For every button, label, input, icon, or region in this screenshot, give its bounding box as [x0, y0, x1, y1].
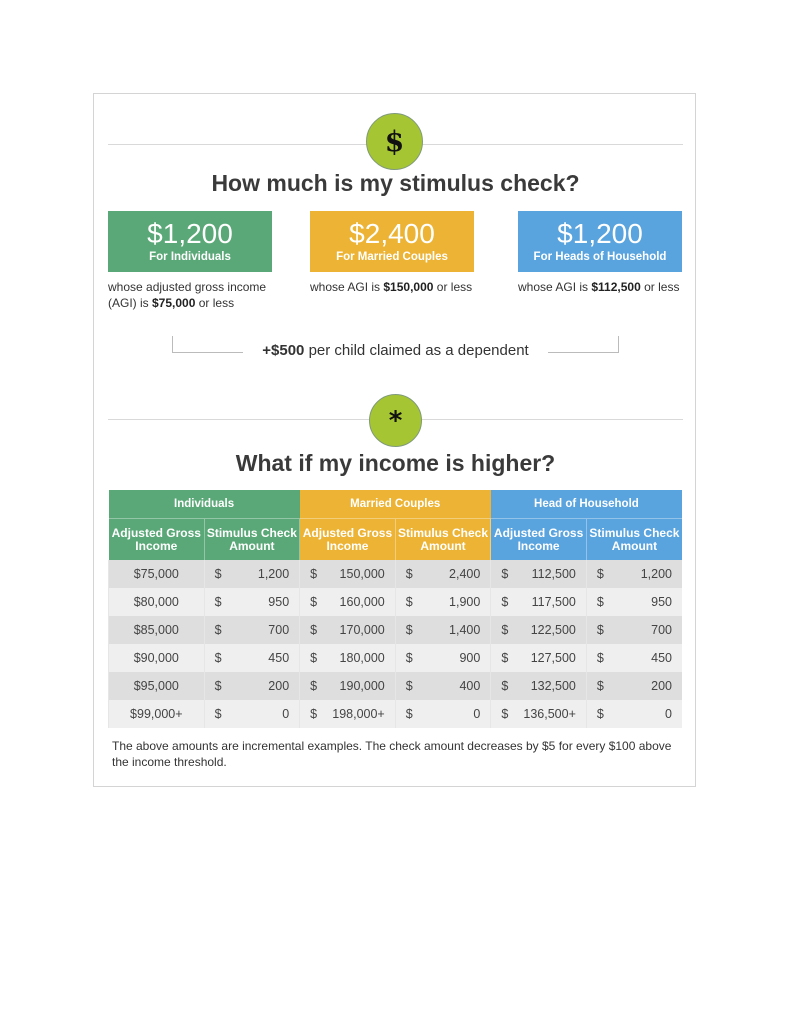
group-header-married: Married Couples	[300, 490, 491, 519]
cell-value: $99,000+	[130, 707, 183, 721]
cell-value: $80,000	[133, 595, 179, 609]
column-header: Stimulus Check Amount	[204, 519, 300, 561]
cell-value: 200	[651, 679, 672, 693]
cell-value: 160,000	[339, 595, 385, 609]
currency-symbol: $	[596, 679, 604, 693]
table-row	[109, 700, 683, 728]
table-cell	[300, 588, 396, 616]
cell-value: 450	[651, 651, 672, 665]
currency-symbol: $	[214, 595, 222, 609]
table-cell	[204, 588, 300, 616]
table-cell	[109, 560, 205, 588]
card-label: For Individuals	[149, 251, 231, 263]
table-cell	[300, 672, 396, 700]
cell-value: 200	[268, 679, 290, 693]
cell-value: 198,000+	[332, 707, 385, 721]
cell-value: 122,500	[530, 623, 576, 637]
currency-symbol: $	[501, 679, 509, 693]
currency-symbol: $	[310, 595, 318, 609]
footnote: The above amounts are incremental examples. The check amount decreases by $5 for every $100 above the income threshold.	[112, 739, 672, 769]
currency-symbol: $	[214, 679, 222, 693]
table-cell	[395, 560, 491, 588]
section-title-income: What if my income is higher?	[235, 450, 556, 476]
card-description-individuals	[108, 279, 273, 311]
currency-symbol: $	[214, 707, 222, 721]
card-amount: $1,200	[147, 218, 233, 249]
table-cell	[586, 588, 682, 616]
cell-value: 132,500	[530, 679, 576, 693]
cell-value: 0	[282, 707, 290, 721]
cell-value: $85,000	[133, 623, 179, 637]
table-cell	[491, 560, 587, 588]
table-cell	[586, 560, 682, 588]
table-cell	[395, 672, 491, 700]
desc-text: or less	[640, 280, 680, 294]
per-child-note	[0, 342, 791, 359]
table-cell	[204, 560, 300, 588]
currency-symbol: $	[596, 595, 604, 609]
table-row	[109, 616, 683, 644]
cell-value: 180,000	[339, 651, 385, 665]
table-cell	[586, 672, 682, 700]
desc-amount: $75,000	[152, 296, 196, 310]
currency-symbol: $	[310, 679, 318, 693]
cell-value: $75,000	[133, 567, 179, 581]
table-cell	[109, 644, 205, 672]
table-cell	[300, 616, 396, 644]
cell-value: 190,000	[339, 679, 385, 693]
section-title-stimulus: How much is my stimulus check?	[211, 170, 580, 196]
currency-symbol: $	[501, 595, 509, 609]
table-row	[109, 560, 683, 588]
currency-symbol: $	[501, 707, 509, 721]
card-label: For Married Couples	[336, 251, 448, 263]
table-cell	[395, 700, 491, 728]
table-cell	[586, 616, 682, 644]
table-row	[109, 644, 683, 672]
cell-value: 900	[459, 651, 481, 665]
cell-value: $95,000	[133, 679, 179, 693]
child-text: per child claimed as a dependent	[304, 342, 529, 359]
cell-value: 0	[473, 707, 481, 721]
table-cell	[204, 700, 300, 728]
currency-symbol: $	[214, 567, 222, 581]
cell-value: 400	[459, 679, 481, 693]
cell-value: 450	[268, 651, 290, 665]
currency-symbol: $	[596, 707, 604, 721]
cell-value: 0	[665, 707, 672, 721]
card-heads-of-household	[518, 211, 682, 272]
cell-value: 950	[268, 595, 290, 609]
currency-symbol: $	[310, 707, 318, 721]
dollar-sign-icon	[366, 113, 423, 170]
currency-symbol: $	[405, 679, 413, 693]
cell-value: 1,400	[449, 623, 481, 637]
currency-symbol: $	[405, 623, 413, 637]
currency-symbol: $	[310, 651, 318, 665]
income-table	[108, 490, 682, 728]
table-cell	[586, 644, 682, 672]
cell-value: 950	[651, 595, 672, 609]
group-header-household: Head of Household	[491, 490, 682, 519]
cell-value: 127,500	[530, 651, 576, 665]
cell-value: 2,400	[449, 567, 481, 581]
table-cell	[395, 616, 491, 644]
currency-symbol: $	[405, 567, 413, 581]
cell-value: 112,500	[531, 567, 576, 581]
column-header: Stimulus Check Amount	[586, 519, 682, 561]
column-header: Stimulus Check Amount	[395, 519, 491, 561]
asterisk-icon	[369, 394, 422, 447]
asterisk-glyph: *	[388, 405, 403, 436]
card-married-couples	[310, 211, 474, 272]
currency-symbol: $	[405, 595, 413, 609]
table-cell	[300, 700, 396, 728]
currency-symbol: $	[310, 623, 318, 637]
table-cell	[491, 672, 587, 700]
table-cell	[395, 588, 491, 616]
currency-symbol: $	[501, 623, 509, 637]
currency-symbol: $	[501, 651, 509, 665]
table-row	[109, 672, 683, 700]
card-amount: $1,200	[557, 218, 643, 249]
child-amount: +$500	[262, 342, 305, 359]
table-cell	[204, 616, 300, 644]
table-body	[109, 560, 683, 728]
dollar-glyph: $	[384, 125, 405, 158]
desc-text: whose adjusted gross income (AGI) is	[108, 280, 267, 310]
cell-value: 700	[268, 623, 290, 637]
card-label: For Heads of Household	[533, 251, 667, 263]
table-cell	[300, 644, 396, 672]
table-cell	[204, 644, 300, 672]
card-amount: $2,400	[349, 218, 435, 249]
currency-symbol: $	[310, 567, 318, 581]
table-cell	[109, 616, 205, 644]
currency-symbol: $	[405, 651, 413, 665]
table-cell	[395, 644, 491, 672]
cell-value: 117,500	[531, 595, 576, 609]
column-header: Adjusted Gross Income	[300, 519, 396, 561]
desc-text: whose AGI is	[310, 280, 384, 294]
table-cell	[491, 700, 587, 728]
cell-value: $90,000	[133, 651, 179, 665]
card-description-married	[310, 279, 475, 295]
currency-symbol: $	[501, 567, 509, 581]
table-cell	[109, 700, 205, 728]
cell-value: 170,000	[339, 623, 385, 637]
group-header-individuals: Individuals	[109, 490, 300, 519]
desc-text: whose AGI is	[518, 280, 592, 294]
table-cell	[204, 672, 300, 700]
currency-symbol: $	[405, 707, 413, 721]
desc-text: or less	[195, 296, 235, 310]
table-cell	[491, 616, 587, 644]
column-header: Adjusted Gross Income	[491, 519, 587, 561]
table-cell	[300, 560, 396, 588]
currency-symbol: $	[596, 567, 604, 581]
table-cell	[109, 672, 205, 700]
table-cell	[491, 644, 587, 672]
cell-value: 1,200	[640, 567, 672, 581]
table-cell	[491, 588, 587, 616]
cell-value: 150,000	[339, 567, 385, 581]
desc-text: or less	[433, 280, 473, 294]
currency-symbol: $	[214, 651, 222, 665]
cell-value: 136,500+	[523, 707, 576, 721]
card-description-household	[518, 279, 683, 295]
desc-amount: $150,000	[383, 280, 434, 294]
cell-value: 1,900	[449, 595, 481, 609]
desc-amount: $112,500	[591, 280, 641, 294]
currency-symbol: $	[214, 623, 222, 637]
table-cell	[109, 588, 205, 616]
cell-value: 700	[651, 623, 672, 637]
currency-symbol: $	[596, 651, 604, 665]
column-header: Adjusted Gross Income	[109, 519, 205, 561]
currency-symbol: $	[596, 623, 604, 637]
card-individuals	[108, 211, 272, 272]
table-row	[109, 588, 683, 616]
cell-value: 1,200	[257, 567, 290, 581]
table-cell	[586, 700, 682, 728]
